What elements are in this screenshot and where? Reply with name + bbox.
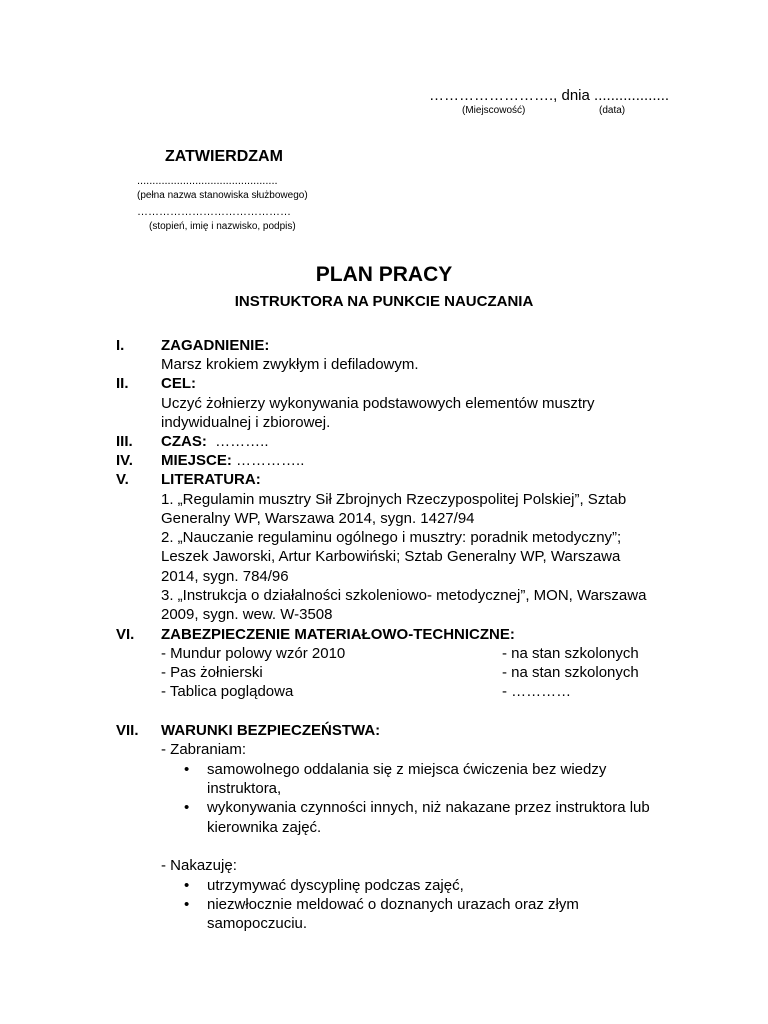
section-heading: WARUNKI BEZPIECZEŃSTWA: xyxy=(161,722,381,739)
equipment-item: - Tablica poglądowa xyxy=(161,683,294,700)
forbid-item: samowolnego oddalania się z miejsca ćwiczenia bez wiedzy xyxy=(207,761,607,778)
position-label: (pełna nazwa stanowiska służbowego) xyxy=(137,190,308,201)
section-number: III. xyxy=(116,433,133,450)
section-heading: LITERATURA: xyxy=(161,471,261,488)
section-heading: ZAGADNIENIE: xyxy=(161,337,270,354)
document-title: PLAN PRACY xyxy=(315,263,453,286)
literature-line: Generalny WP, Warszawa 2014, sygn. 1427/94 xyxy=(161,510,475,527)
section-number: V. xyxy=(116,471,129,488)
position-line: .............................................. xyxy=(137,175,278,187)
literature-line: Leszek Jaworski, Artur Karbowiński; Sztab Generalny WP, Warszawa xyxy=(161,548,621,565)
bullet-icon: • xyxy=(184,799,190,816)
approval-title: ZATWIERDZAM xyxy=(165,148,283,165)
bullet-icon: • xyxy=(184,761,190,778)
bullet-icon: • xyxy=(184,877,190,894)
date-label: (data) xyxy=(599,105,626,116)
order-label: - Nakazuję: xyxy=(161,857,237,874)
section-text: Uczyć żołnierzy wykonywania podstawowych elementów musztry xyxy=(161,395,595,412)
literature-line: 3. „Instrukcja o działalności szkoleniowo- metodycznej”, MON, Warszawa xyxy=(161,587,647,604)
place-label: (Miejscowość) xyxy=(462,105,526,116)
literature-line: 2009, sygn. wew. W-3508 xyxy=(161,606,333,623)
order-item: utrzymywać dyscyplinę podczas zajęć, xyxy=(207,877,464,894)
section-text: Marsz krokiem zwykłym i defiladowym. xyxy=(161,356,419,373)
section-text: indywidualnej i zbiorowej. xyxy=(161,414,331,431)
literature-line: 1. „Regulamin musztry Sił Zbrojnych Rzeczypospolitej Polskiej”, Sztab xyxy=(161,491,627,508)
equipment-item: - Mundur polowy wzór 2010 xyxy=(161,645,346,662)
time-value: ……….. xyxy=(215,433,269,450)
place-value: ………….. xyxy=(236,452,305,469)
section-number: VI. xyxy=(116,626,135,643)
place-date-line: ……………………., dnia .................. xyxy=(429,87,670,104)
forbid-item-cont: kierownika zajęć. xyxy=(207,819,322,836)
section-number: VII. xyxy=(116,722,139,739)
forbid-label: - Zabraniam: xyxy=(161,741,247,758)
forbid-item: wykonywania czynności innych, niż nakazane przez instruktora lub xyxy=(207,799,650,816)
equipment-source: - na stan szkolonych xyxy=(502,664,639,681)
signature-line: …………………………………… xyxy=(137,206,291,218)
equipment-source: - na stan szkolonych xyxy=(502,645,639,662)
equipment-item: - Pas żołnierski xyxy=(161,664,263,681)
document-subtitle: INSTRUKTORA NA PUNKCIE NAUCZANIA xyxy=(234,293,534,310)
signature-label: (stopień, imię i nazwisko, podpis) xyxy=(149,221,296,232)
section-number: I. xyxy=(116,337,125,354)
literature-line: 2. „Nauczanie regulaminu ogólnego i musztry: poradnik metodyczny”; xyxy=(161,529,622,546)
section-number: II. xyxy=(116,375,129,392)
forbid-item-cont: instruktora, xyxy=(207,780,282,797)
order-item-cont: samopoczuciu. xyxy=(207,915,308,932)
order-item: niezwłocznie meldować o doznanych urazach oraz złym xyxy=(207,896,579,913)
bullet-icon: • xyxy=(184,896,190,913)
literature-line: 2014, sygn. 784/96 xyxy=(161,568,289,585)
section-heading: CEL: xyxy=(161,375,196,392)
section-heading: CZAS: xyxy=(161,433,207,450)
section-number: IV. xyxy=(116,452,133,469)
section-heading: MIEJSCE: xyxy=(161,452,232,469)
equipment-source: - ………… xyxy=(502,683,572,700)
section-heading: ZABEZPIECZENIE MATERIAŁOWO-TECHNICZNE: xyxy=(161,626,515,643)
